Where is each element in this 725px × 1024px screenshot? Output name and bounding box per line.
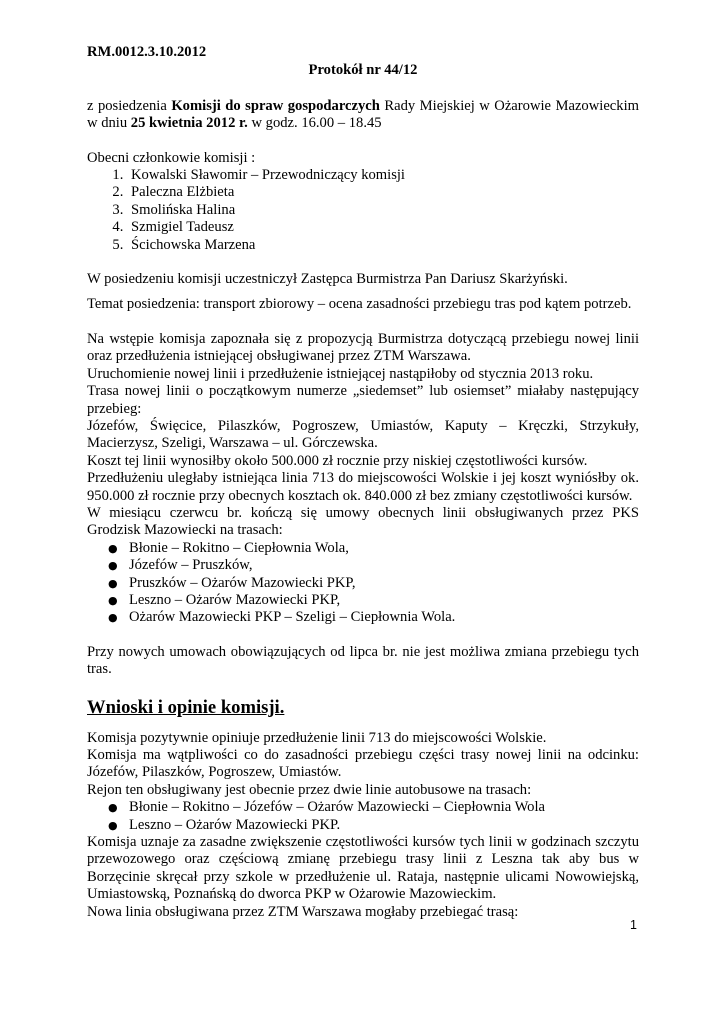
members-label: Obecni członkowie komisji :	[87, 149, 256, 166]
route-text: Błonie – Rokitno – Ciepłownia Wola,	[129, 539, 349, 556]
bullet-icon: ●	[108, 576, 118, 590]
page-number: 1	[630, 918, 637, 932]
document-reference: RM.0012.3.10.2012	[87, 44, 207, 60]
intro-part3: w godz. 16.00 – 18.45	[247, 115, 382, 132]
list-item	[108, 557, 639, 574]
list-item: 4. Szmigiel Tadeusz	[127, 219, 639, 236]
bullet-icon: ●	[108, 559, 118, 573]
body-paragraph: Koszt tej linii wynosiłby około 500.000 zł rocznie przy niskiej częstotliwości kursów.	[87, 452, 588, 469]
route-text: Pruszków – Ożarów Mazowiecki PKP,	[129, 574, 356, 591]
bullet-icon: ●	[108, 593, 118, 607]
conclusion-paragraph: Nowa linia obsługiwana przez ZTM Warszawa mogłaby przebiegać trasą:	[87, 903, 519, 920]
bullet-icon: ●	[108, 541, 118, 555]
line-text: Leszno – Ożarów Mazowiecki PKP.	[129, 816, 341, 833]
list-item	[108, 574, 639, 592]
topic-paragraph: Temat posiedzenia: transport zbiorowy – ocena zasadności przebiegu tras pod kątem potrzeb.	[87, 296, 632, 313]
bullet-icon: ●	[108, 818, 118, 832]
intro-part2: Rady Miejskiej w Ożarowie Mazowieckim w dniu	[87, 97, 639, 132]
committee-name: Komisji do spraw gospodarczych	[171, 97, 380, 114]
conclusion-paragraph: Komisja pozytywnie opiniuje przedłużenie linii 713 do miejscowości Wolskie.	[87, 729, 547, 746]
route-text: Ożarów Mazowiecki PKP – Szeligi – Ciepłownia Wola.	[129, 609, 456, 626]
document-page	[87, 44, 639, 921]
body-paragraph: Trasa nowej linii o początkowym numerze „siedemset” lub osiemset” miałaby następujący przebieg:	[87, 383, 639, 417]
list-item	[108, 591, 639, 609]
list-item: 1. Kowalski Sławomir – Przewodniczący komisji	[127, 167, 639, 184]
intro-part1: z posiedzenia	[87, 97, 172, 114]
list-item	[108, 816, 639, 834]
conclusion-paragraph: Komisja ma wątpliwości co do zasadności przebiegu części trasy nowej linii na odcinku: Józefów, Pilaszków, Pogroszew, Umiastów.	[87, 747, 639, 781]
list-item: 5. Ścichowska Marzena	[127, 237, 639, 254]
body-paragraph: Przedłużeniu uległaby istniejąca linia 713 do miejscowości Wolskie i jej koszt wyniósłby ok. 950.000 zł rocznie przy obecnych kosztach ok. 840.000 zł bez zmiany częstotliwości kursów.	[87, 470, 639, 504]
body-paragraph: Józefów, Święcice, Pilaszków, Pogroszew, Umiastów, Kaputy – Kręczki, Strzykuły, Macierzysz, Szeligi, Warszawa – ul. Górczewska.	[87, 417, 639, 452]
body-paragraph: W miesiącu czerwcu br. kończą się umowy obecnych linii obsługiwanych przez PKS Grodzisk Mazowiecki na trasach:	[87, 504, 639, 539]
meeting-date: 25 kwietnia 2012 r.	[130, 115, 248, 132]
line-text: Błonie – Rokitno – Józefów – Ożarów Mazowiecki – Ciepłownia Wola	[129, 799, 546, 816]
members-list	[87, 167, 639, 254]
conclusion-paragraph: Rejon ten obsługiwany jest obecnie przez dwie linie autobusowe na trasach:	[87, 781, 532, 798]
conclusions-heading: Wnioski i opinie komisji.	[87, 696, 285, 718]
list-item: 2. Paleczna Elżbieta	[127, 184, 639, 201]
document-title: Protokół nr 44/12	[308, 62, 418, 79]
body-paragraph: Uruchomienie nowej linii i przedłużenie istniejącej nastąpiłoby od stycznia 2013 roku.	[87, 365, 594, 382]
route-text: Józefów – Pruszków,	[129, 557, 253, 574]
list-item	[108, 799, 639, 816]
bullet-icon: ●	[108, 611, 118, 625]
list-item: 3. Smolińska Halina	[127, 202, 639, 219]
route-text: Leszno – Ożarów Mazowiecki PKP,	[129, 591, 341, 608]
participant-paragraph: W posiedzeniu komisji uczestniczył Zastępca Burmistrza Pan Dariusz Skarżyński.	[87, 271, 568, 288]
list-item	[108, 609, 639, 626]
routes-list	[87, 540, 639, 627]
list-item	[108, 539, 639, 557]
lines-list	[87, 799, 639, 834]
body-paragraph: Na wstępie komisja zapoznała się z propozycją Burmistrza dotyczącą przebiegu nowej linii oraz przedłużenia istniejącej obsługiwanej przez ZTM Warszawa.	[87, 330, 639, 365]
conclusion-paragraph: Komisja uznaje za zasadne zwiększenie częstotliwości kursów tych linii w godzinach szczytu przewozowego oraz częściową zmianę przebiegu trasy linii z Leszna tak aby bus w Borzęcinie skręcał przy szkole w przedłużenie ul. Rataja, następnie ulicami Nowowiejską, Umiastowską, Poznańską do dworca PKP w Ożarowie Mazowieckim.	[87, 834, 639, 903]
body-paragraph: Przy nowych umowach obowiązujących od lipca br. nie jest możliwa zmiana przebiegu tych tras.	[87, 643, 639, 678]
bullet-icon: ●	[108, 801, 118, 815]
intro-paragraph	[87, 98, 639, 133]
